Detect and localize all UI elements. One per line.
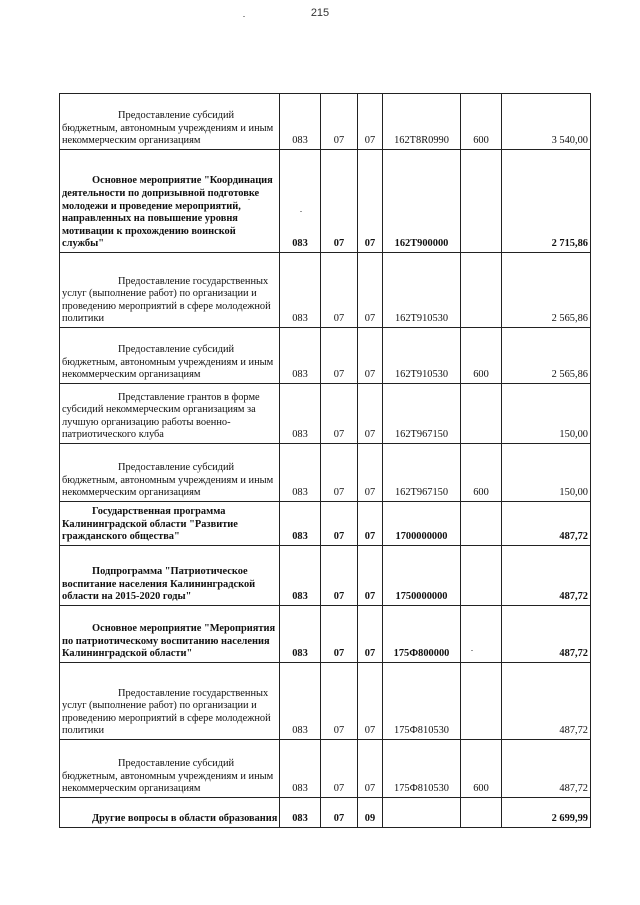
row-sum: 3 540,00 bbox=[502, 94, 591, 150]
row-vr: 600 bbox=[461, 444, 502, 502]
table-row bbox=[60, 740, 591, 798]
row-pr: 07 bbox=[358, 150, 383, 253]
row-csr: 175Ф800000 bbox=[383, 606, 461, 663]
row-pr: 07 bbox=[358, 663, 383, 740]
row-vr bbox=[461, 150, 502, 253]
table-row bbox=[60, 253, 591, 328]
row-csr: 175Ф810530 bbox=[383, 740, 461, 798]
row-vr bbox=[461, 606, 502, 663]
page-number: 215 bbox=[310, 7, 330, 19]
row-vr: 600 bbox=[461, 740, 502, 798]
row-sum: 487,72 bbox=[502, 663, 591, 740]
row-sum: 2 565,86 bbox=[502, 253, 591, 328]
row-grbs: 083 bbox=[280, 502, 321, 546]
row-pr: 07 bbox=[358, 502, 383, 546]
row-sum: 487,72 bbox=[502, 606, 591, 663]
row-sum: 487,72 bbox=[502, 740, 591, 798]
row-grbs: 083 bbox=[280, 384, 321, 444]
table-row bbox=[60, 546, 591, 606]
row-grbs: 083 bbox=[280, 663, 321, 740]
row-pr: 07 bbox=[358, 740, 383, 798]
table-row bbox=[60, 384, 591, 444]
row-name: Основное мероприятие "Мероприятия по патриотическому воспитанию населения Калининградской области" bbox=[62, 623, 276, 660]
scan-speck bbox=[248, 199, 250, 200]
scan-speck bbox=[243, 16, 245, 17]
row-rz: 07 bbox=[321, 502, 358, 546]
row-rz: 07 bbox=[321, 546, 358, 606]
row-rz: 07 bbox=[321, 253, 358, 328]
scan-speck bbox=[471, 650, 473, 651]
table-row bbox=[60, 606, 591, 663]
row-grbs: 083 bbox=[280, 444, 321, 502]
row-name: Другие вопросы в области образования bbox=[92, 813, 278, 825]
row-sum: 150,00 bbox=[502, 384, 591, 444]
table-row bbox=[60, 502, 591, 546]
row-grbs: 083 bbox=[280, 798, 321, 828]
table-row bbox=[60, 798, 591, 828]
row-csr: 162Т900000 bbox=[383, 150, 461, 253]
row-rz: 07 bbox=[321, 94, 358, 150]
row-vr bbox=[461, 663, 502, 740]
row-name: Предоставление государственных услуг (выполнение работ) по организации и проведению мероприятий в сфере молодежной политики bbox=[62, 275, 271, 325]
row-csr: 1750000000 bbox=[383, 546, 461, 606]
row-csr bbox=[383, 798, 461, 828]
row-rz: 07 bbox=[321, 798, 358, 828]
row-name: Представление грантов в форме субсидий некоммерческим организациям за лучшую организацию работы военно-патриотического клуба bbox=[62, 391, 260, 441]
row-csr: 162Т8R0990 bbox=[383, 94, 461, 150]
row-grbs: 083 bbox=[280, 328, 321, 384]
row-pr: 07 bbox=[358, 546, 383, 606]
row-name: Предоставление субсидий бюджетным, автономным учреждениям и иным некоммерческим организациям bbox=[62, 758, 274, 795]
table-row bbox=[60, 94, 591, 150]
scan-speck bbox=[300, 211, 302, 212]
table-row bbox=[60, 150, 591, 253]
row-pr: 07 bbox=[358, 328, 383, 384]
row-rz: 07 bbox=[321, 740, 358, 798]
row-sum: 487,72 bbox=[502, 502, 591, 546]
row-csr: 162Т967150 bbox=[383, 444, 461, 502]
row-pr: 09 bbox=[358, 798, 383, 828]
row-pr: 07 bbox=[358, 444, 383, 502]
row-vr bbox=[461, 253, 502, 328]
row-grbs: 083 bbox=[280, 546, 321, 606]
row-name: Предоставление субсидий бюджетным, автономным учреждениям и иным некоммерческим организациям bbox=[62, 462, 274, 499]
row-sum: 2 699,99 bbox=[502, 798, 591, 828]
row-rz: 07 bbox=[321, 384, 358, 444]
row-csr: 162Т910530 bbox=[383, 328, 461, 384]
row-pr: 07 bbox=[358, 94, 383, 150]
row-csr: 1700000000 bbox=[383, 502, 461, 546]
row-sum: 2 565,86 bbox=[502, 328, 591, 384]
row-rz: 07 bbox=[321, 150, 358, 253]
row-rz: 07 bbox=[321, 328, 358, 384]
row-grbs: 083 bbox=[280, 740, 321, 798]
row-pr: 07 bbox=[358, 253, 383, 328]
row-rz: 07 bbox=[321, 444, 358, 502]
row-grbs: 083 bbox=[280, 150, 321, 253]
row-vr bbox=[461, 384, 502, 444]
row-pr: 07 bbox=[358, 606, 383, 663]
row-name: Государственная программа Калининградской области "Развитие гражданского общества" bbox=[62, 506, 238, 543]
table-row bbox=[60, 444, 591, 502]
row-vr bbox=[461, 502, 502, 546]
row-sum: 487,72 bbox=[502, 546, 591, 606]
row-rz: 07 bbox=[321, 606, 358, 663]
row-name: Предоставление субсидий бюджетным, автономным учреждениям и иным некоммерческим организациям bbox=[62, 110, 274, 147]
row-name: Предоставление государственных услуг (выполнение работ) по организации и проведению мероприятий в сфере молодежной политики bbox=[62, 687, 271, 737]
row-grbs: 083 bbox=[280, 606, 321, 663]
row-pr: 07 bbox=[358, 384, 383, 444]
table-row bbox=[60, 663, 591, 740]
row-grbs: 083 bbox=[280, 94, 321, 150]
row-name: Основное мероприятие "Координация деятельности по допризывной подготовке молодежи и проведение мероприятий, направленных на повышение уровня мотивации к прохождению воинской службы" bbox=[62, 175, 273, 250]
row-grbs: 083 bbox=[280, 253, 321, 328]
row-vr bbox=[461, 798, 502, 828]
row-csr: 175Ф810530 bbox=[383, 663, 461, 740]
row-vr bbox=[461, 546, 502, 606]
row-name: Предоставление субсидий бюджетным, автономным учреждениям и иным некоммерческим организациям bbox=[62, 344, 274, 381]
row-csr: 162Т910530 bbox=[383, 253, 461, 328]
row-sum: 2 715,86 bbox=[502, 150, 591, 253]
row-csr: 162Т967150 bbox=[383, 384, 461, 444]
row-vr: 600 bbox=[461, 328, 502, 384]
row-sum: 150,00 bbox=[502, 444, 591, 502]
row-rz: 07 bbox=[321, 663, 358, 740]
row-vr: 600 bbox=[461, 94, 502, 150]
table-row bbox=[60, 328, 591, 384]
budget-table bbox=[59, 93, 591, 828]
row-name: Подпрограмма "Патриотическое воспитание населения Калининградской области на 2015-2020 годы" bbox=[62, 566, 256, 603]
